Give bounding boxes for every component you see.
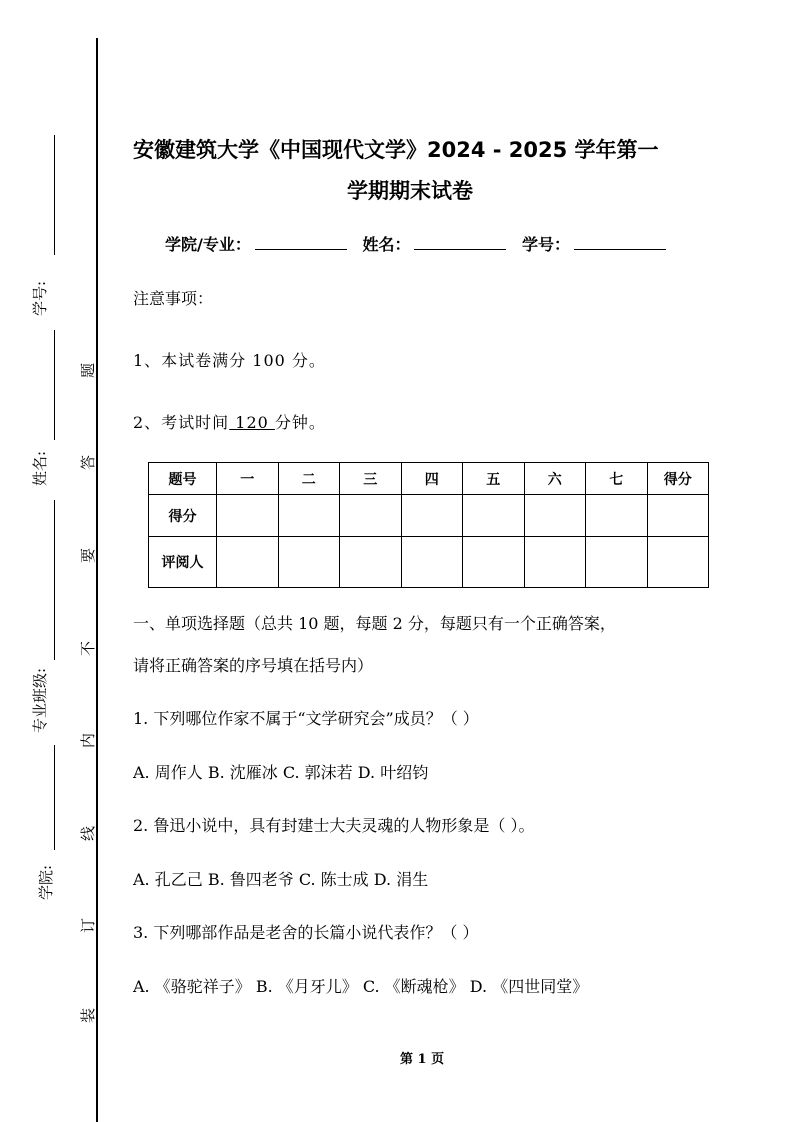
table-header: 四 xyxy=(401,463,463,495)
row-label: 评阅人 xyxy=(149,537,217,588)
table-header: 题号 xyxy=(149,463,217,495)
id-blank[interactable] xyxy=(574,235,666,250)
table-cell xyxy=(524,495,586,537)
note-item xyxy=(133,410,326,433)
question: 1. 下列哪位作家不属于“文学研究会”成员？（ ） xyxy=(133,709,479,728)
table-header: 三 xyxy=(340,463,402,495)
page-title-line2: 学期期末试卷 xyxy=(347,179,473,203)
seal-char: 不 xyxy=(79,640,98,657)
note-text: 2、考试时间 xyxy=(133,413,230,432)
exam-duration: 120 xyxy=(229,413,275,432)
margin-field-name: 姓名: xyxy=(31,450,50,487)
margin-line xyxy=(54,135,55,255)
binding-line xyxy=(96,38,98,1122)
page-title-line1: 安徽建筑大学《中国现代文学》2024 - 2025 学年第一 xyxy=(133,138,659,162)
margin-field-class: 专业班级: xyxy=(31,667,50,734)
table-cell xyxy=(524,537,586,588)
score-table xyxy=(148,462,709,588)
table-cell xyxy=(463,537,525,588)
margin-line xyxy=(54,330,55,440)
table-header: 一 xyxy=(217,463,279,495)
id-label: 学号： xyxy=(522,235,571,254)
note-item: 1、本试卷满分 100 分。 xyxy=(133,351,326,370)
seal-char: 要 xyxy=(79,547,98,564)
table-cell xyxy=(401,537,463,588)
margin-line xyxy=(54,500,55,660)
table-cell xyxy=(278,495,340,537)
table-header: 六 xyxy=(524,463,586,495)
table-cell xyxy=(340,495,402,537)
table-cell xyxy=(586,537,648,588)
question: 3. 下列哪部作品是老舍的长篇小说代表作？（ ） xyxy=(133,923,479,942)
seal-char: 线 xyxy=(79,825,98,842)
question-options: A. 周作人 B. 沈雁冰 C. 郭沫若 D. 叶绍钧 xyxy=(133,763,429,782)
table-header: 得分 xyxy=(647,463,709,495)
section-heading: 请将正确答案的序号填在括号内） xyxy=(133,656,374,675)
table-header: 二 xyxy=(278,463,340,495)
table-cell xyxy=(217,537,279,588)
notes-heading: 注意事项： xyxy=(133,289,214,308)
table-header-row xyxy=(149,463,709,495)
table-cell xyxy=(278,537,340,588)
table-header: 五 xyxy=(463,463,525,495)
note-text: 分钟。 xyxy=(274,413,326,432)
page-number: 第 1 页 xyxy=(400,1052,445,1067)
margin-line xyxy=(54,745,55,850)
margin-field-college: 学院: xyxy=(37,864,56,901)
question: 2. 鲁迅小说中，具有封建士大夫灵魂的人物形象是（ ）。 xyxy=(133,816,535,835)
table-cell xyxy=(401,495,463,537)
row-label: 得分 xyxy=(149,495,217,537)
name-label: 姓名： xyxy=(362,235,411,254)
college-blank[interactable] xyxy=(255,235,347,250)
seal-char: 题 xyxy=(79,362,98,379)
name-blank[interactable] xyxy=(414,235,506,250)
table-cell xyxy=(586,495,648,537)
seal-char: 答 xyxy=(79,454,98,471)
seal-char: 内 xyxy=(79,732,98,749)
question-options: A. 《骆驼祥子》 B. 《月牙儿》 C. 《断魂枪》 D. 《四世同堂》 xyxy=(133,977,589,996)
table-header: 七 xyxy=(586,463,648,495)
table-row xyxy=(149,495,709,537)
seal-char: 装 xyxy=(79,1007,98,1024)
question-options: A. 孔乙己 B. 鲁四老爷 C. 陈士成 D. 涓生 xyxy=(133,870,429,889)
table-cell xyxy=(463,495,525,537)
section-heading: 一、单项选择题（总共 10 题，每题 2 分，每题只有一个正确答案， xyxy=(133,614,616,633)
table-cell xyxy=(647,537,709,588)
student-info xyxy=(165,232,676,255)
seal-char: 订 xyxy=(79,917,98,934)
table-cell xyxy=(647,495,709,537)
table-row xyxy=(149,537,709,588)
table-cell xyxy=(217,495,279,537)
college-label: 学院/专业： xyxy=(165,235,251,254)
table-cell xyxy=(340,537,402,588)
margin-field-student-id: 学号: xyxy=(31,280,50,317)
